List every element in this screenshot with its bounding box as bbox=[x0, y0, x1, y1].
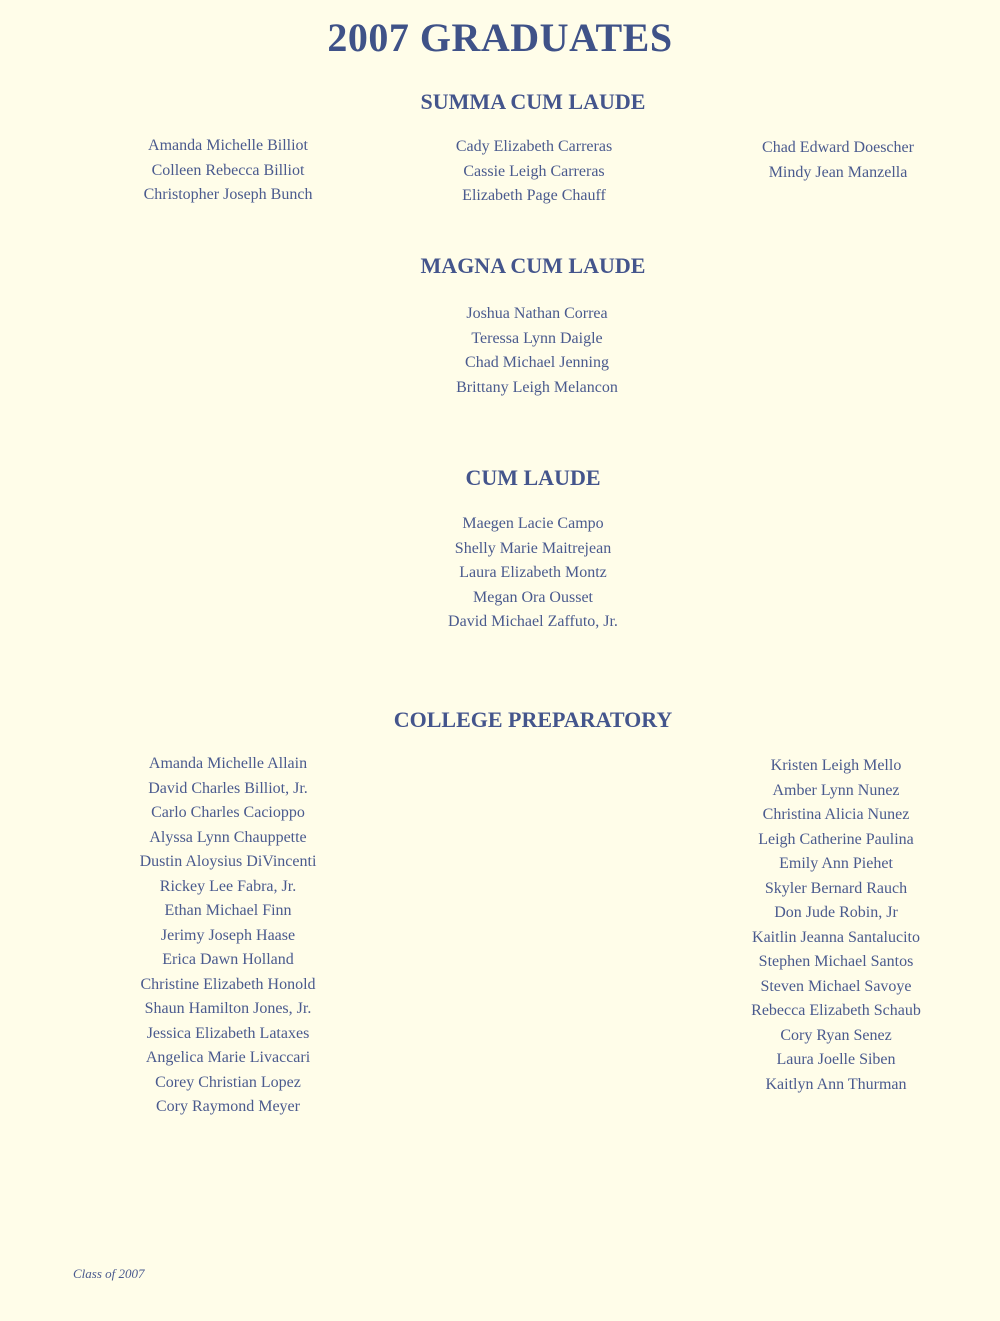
graduate-name: Teressa Lynn Daigle bbox=[471, 329, 603, 347]
graduate-name: David Michael Zaffuto, Jr. bbox=[448, 613, 618, 630]
graduate-name: Cory Raymond Meyer bbox=[156, 1098, 300, 1115]
graduate-name: Erica Dawn Holland bbox=[162, 951, 294, 968]
summa-column-3 bbox=[718, 136, 958, 185]
graduate-name: Stephen Michael Santos bbox=[758, 953, 914, 970]
graduate-name: Kristen Leigh Mello bbox=[770, 757, 902, 774]
graduate-name: Joshua Nathan Correa bbox=[466, 305, 608, 322]
graduate-name: Steven Michael Savoye bbox=[760, 977, 912, 995]
graduate-name: Colleen Rebecca Billiot bbox=[151, 161, 305, 179]
graduate-name: Shelly Marie Maitrejean bbox=[454, 539, 612, 557]
graduate-name: Carlo Charles Cacioppo bbox=[151, 804, 305, 821]
graduate-name: Elizabeth Page Chauff bbox=[462, 187, 606, 204]
graduate-name: Don Jude Robin, Jr bbox=[774, 904, 898, 921]
page-title: 2007 GRADUATES bbox=[327, 15, 673, 60]
graduate-name: Dustin Aloysius DiVincenti bbox=[139, 853, 317, 870]
graduate-name: Skyler Bernard Rauch bbox=[764, 879, 908, 897]
graduate-name: Corey Christian Lopez bbox=[155, 1073, 301, 1091]
college-prep-column-2 bbox=[711, 754, 961, 1097]
graduate-name: Chad Edward Doescher bbox=[762, 139, 914, 156]
graduate-name: Christopher Joseph Bunch bbox=[143, 186, 313, 203]
graduate-name: Rickey Lee Fabra, Jr. bbox=[159, 877, 297, 895]
graduate-name: Cady Elizabeth Carreras bbox=[455, 138, 613, 155]
summa-column-1 bbox=[108, 134, 348, 208]
summa-cum-laude-heading: SUMMA CUM LAUDE bbox=[420, 89, 646, 114]
graduate-name: Megan Ora Ousset bbox=[473, 588, 593, 606]
graduate-name: David Charles Billiot, Jr. bbox=[148, 779, 308, 797]
graduate-name: Jerimy Joseph Haase bbox=[160, 926, 296, 944]
graduate-name: Christina Alicia Nunez bbox=[762, 806, 910, 823]
graduate-name: Leigh Catherine Paulina bbox=[758, 830, 914, 848]
graduate-name: Emily Ann Piehet bbox=[779, 855, 893, 872]
graduate-name: Cory Ryan Senez bbox=[780, 1026, 892, 1044]
graduate-name: Shaun Hamilton Jones, Jr. bbox=[144, 1000, 312, 1017]
graduate-name: Alyssa Lynn Chauppette bbox=[149, 828, 307, 846]
graduate-name: Laura Joelle Siben bbox=[776, 1051, 896, 1068]
graduate-name: Rebecca Elizabeth Schaub bbox=[751, 1002, 921, 1019]
cum-laude-heading: CUM LAUDE bbox=[465, 465, 601, 490]
graduate-name: Christine Elizabeth Honold bbox=[140, 975, 316, 993]
graduate-name: Brittany Leigh Melancon bbox=[456, 378, 618, 396]
magna-column bbox=[417, 302, 657, 400]
graduate-name: Chad Michael Jenning bbox=[465, 354, 609, 371]
graduate-name: Angelica Marie Livaccari bbox=[145, 1049, 311, 1066]
graduate-name: Kaitlin Jeanna Santalucito bbox=[752, 928, 920, 946]
graduate-name: Laura Elizabeth Montz bbox=[459, 564, 607, 581]
cum-laude-column bbox=[413, 512, 653, 635]
graduate-name: Amanda Michelle Allain bbox=[148, 755, 308, 772]
summa-column-2 bbox=[414, 135, 654, 209]
graduate-name: Maegen Lacie Campo bbox=[462, 515, 604, 532]
footer-class-label: Class of 2007 bbox=[73, 1266, 145, 1281]
college-prep-column-1 bbox=[103, 752, 353, 1120]
graduate-name: Kaitlyn Ann Thurman bbox=[765, 1075, 907, 1093]
graduate-name: Mindy Jean Manzella bbox=[768, 163, 908, 181]
magna-cum-laude-heading: MAGNA CUM LAUDE bbox=[420, 253, 646, 278]
graduate-name: Jessica Elizabeth Lataxes bbox=[146, 1024, 310, 1042]
graduate-name: Amanda Michelle Billiot bbox=[148, 137, 308, 154]
college-preparatory-heading: COLLEGE PREPARATORY bbox=[393, 707, 673, 732]
graduate-name: Cassie Leigh Carreras bbox=[463, 162, 605, 180]
graduate-name: Amber Lynn Nunez bbox=[772, 781, 900, 799]
graduate-name: Ethan Michael Finn bbox=[164, 902, 292, 919]
